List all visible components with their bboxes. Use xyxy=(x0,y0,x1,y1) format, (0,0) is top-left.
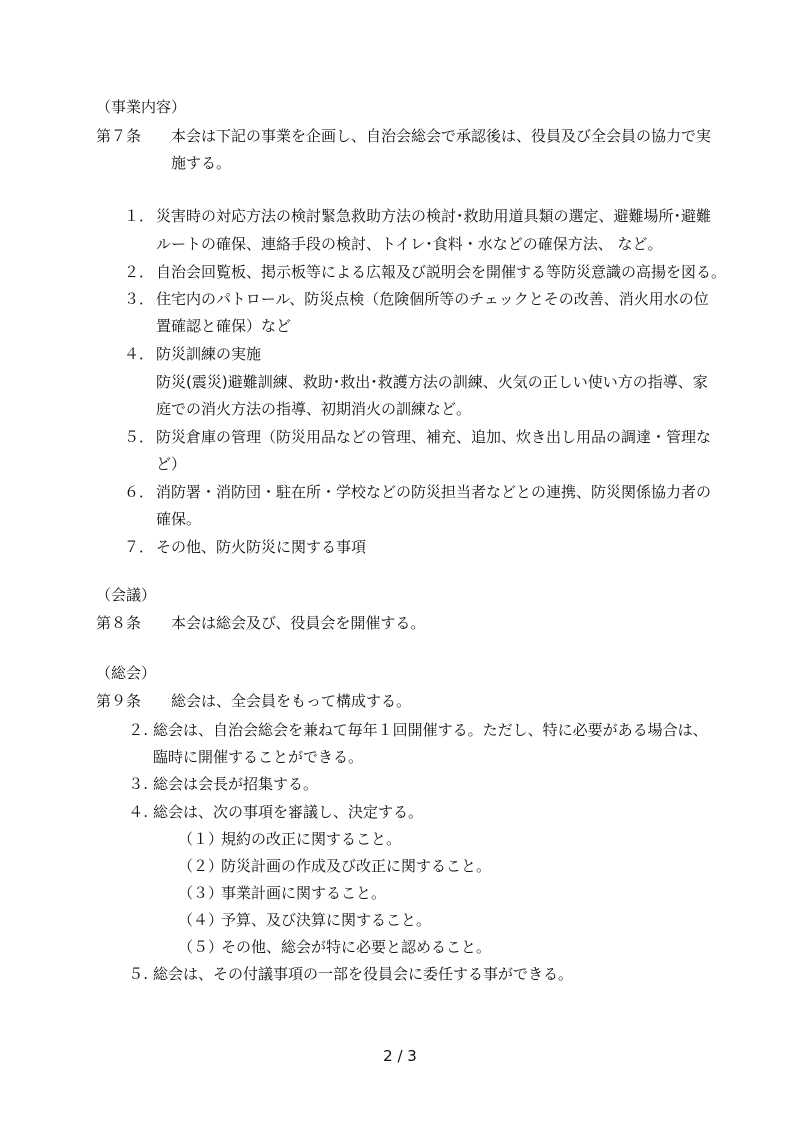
article-9-sub-item-3-number: （３） xyxy=(178,884,224,902)
article-7-item-1-number: １． xyxy=(124,207,155,225)
article-9-sub-item-4-text: 予算、及び決算に関すること。 xyxy=(221,911,432,929)
article-9-paragraph-4-number: ４. xyxy=(128,803,148,821)
article-7-item-5-line-1: 防災倉庫の管理（防災用品などの管理、補充、追加、炊き出し用品の調達・管理な xyxy=(156,428,712,446)
article-9-paragraph-5-line-1: 総会は、その付議事項の一部を役員会に委任する事ができる。 xyxy=(153,965,574,983)
article-9-sub-item-5-text: その他、総会が特に必要と認めること。 xyxy=(221,938,492,956)
article-9-sub-item-1-text: 規約の改正に関すること。 xyxy=(221,830,402,848)
article-9-sub-item-4-number: （４） xyxy=(178,911,224,929)
article-7-item-3-line-2: 置確認と確保）など xyxy=(156,317,292,335)
article-7-text-line-2: 施する。 xyxy=(171,154,232,172)
article-9-paragraph-2-number: ２. xyxy=(128,721,148,739)
article-7-item-3-number: ３． xyxy=(124,290,155,308)
article-7-item-4-line-2: 防災(震災)避難訓練、救助･救出･救護方法の訓練、火気の正しい使い方の指導、家 xyxy=(156,373,708,391)
article-9-paragraph-3-number: ３. xyxy=(128,775,148,793)
article-7-item-4-line-3: 庭での消火方法の指導、初期消火の訓練など。 xyxy=(156,400,472,418)
article-9-heading: （総会） xyxy=(96,664,157,682)
article-7-text-line-1: 本会は下記の事業を企画し、自治会総会で承認後は、役員及び全会員の協力で実 xyxy=(171,127,712,145)
article-9-sub-item-2-text: 防災計画の作成及び改正に関すること。 xyxy=(221,857,492,875)
article-7-item-1-line-1: 災害時の対応方法の検討緊急救助方法の検討･救助用道具類の選定、避難場所･避難 xyxy=(156,207,712,225)
article-7-item-4-number: ４． xyxy=(124,345,155,363)
page-number: 2 / 3 xyxy=(383,1047,417,1065)
article-7-item-1-line-2: ルートの確保、連絡手段の検討、トイレ･食料・水などの確保方法、 など。 xyxy=(156,235,663,253)
article-9-sub-item-3-text: 事業計画に関すること。 xyxy=(221,884,387,902)
article-7-item-6-line-2: 確保。 xyxy=(156,510,202,528)
article-7-item-6-line-1: 消防署・消防団・駐在所・学校などの防災担当者などとの連携、防災関係協力者の xyxy=(156,483,712,501)
article-9-paragraph-2-line-2: 臨時に開催することができる。 xyxy=(153,748,364,766)
article-7-item-2-number: ２． xyxy=(124,263,155,281)
article-9-sub-item-1-number: （１） xyxy=(178,830,224,848)
article-9-paragraph-2-line-1: 総会は、自治会総会を兼ねて毎年１回開催する。ただし、特に必要がある場合は、 xyxy=(153,721,708,739)
article-8-heading: （会議） xyxy=(96,586,157,604)
article-7-item-6-number: ６． xyxy=(124,483,155,501)
article-9-paragraph-3-line-1: 総会は会長が招集する。 xyxy=(153,775,319,793)
article-7-item-4-line-1: 防災訓練の実施 xyxy=(156,345,262,363)
article-9-sub-item-5-number: （５） xyxy=(178,938,224,956)
article-8-number: 第８条 xyxy=(96,614,142,632)
article-8-text: 本会は総会及び、役員会を開催する。 xyxy=(171,614,426,632)
article-7-item-3-line-1: 住宅内のパトロール、防災点検（危険個所等のチェックとその改善、消火用水の位 xyxy=(156,290,709,308)
article-9-sub-item-2-number: （２） xyxy=(178,857,224,875)
article-7-item-7-line-1: その他、防火防災に関する事項 xyxy=(156,538,367,556)
article-7-item-5-line-2: ど） xyxy=(156,455,187,473)
article-7-item-2-line-1: 自治会回覧板、掲示板等による広報及び説明会を開催する等防災意識の高揚を図る。 xyxy=(156,263,727,281)
article-9-text: 総会は、全会員をもって構成する。 xyxy=(171,692,412,710)
article-7-item-7-number: ７． xyxy=(124,538,155,556)
article-7-number: 第７条 xyxy=(96,127,142,145)
article-7-item-5-number: ５． xyxy=(124,428,155,446)
article-9-number: 第９条 xyxy=(96,692,142,710)
article-7-heading: （事業内容） xyxy=(96,98,187,116)
article-9-paragraph-4-line-1: 総会は、次の事項を審議し、決定する。 xyxy=(153,803,424,821)
article-9-paragraph-5-number: ５. xyxy=(128,965,148,983)
